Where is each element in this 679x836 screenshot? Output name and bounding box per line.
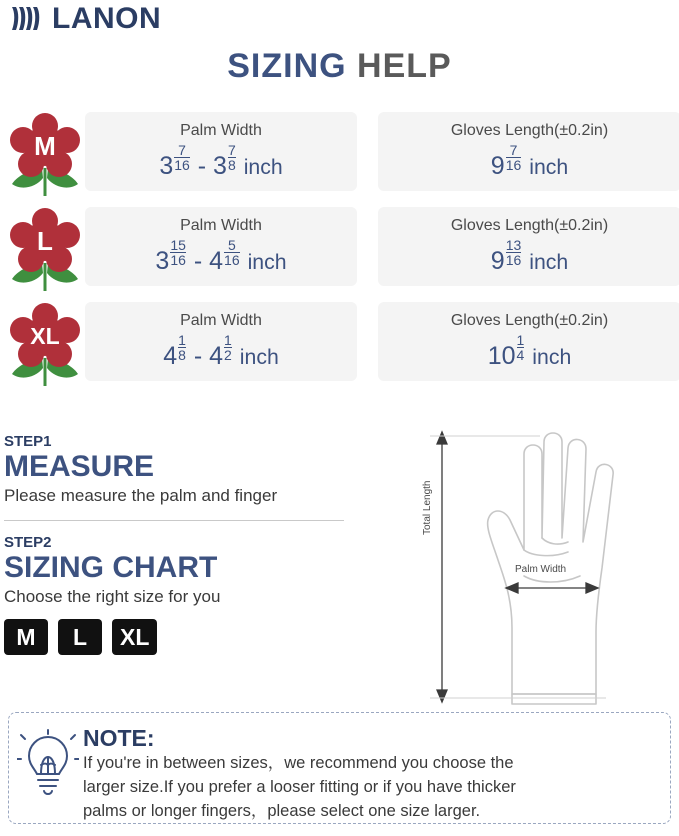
palm-width-value <box>159 143 282 182</box>
length-whole: 10 <box>487 342 516 371</box>
size-badge-label: M <box>34 130 56 161</box>
size-chip-l[interactable]: L <box>58 619 102 655</box>
palm-unit: inch <box>243 155 283 180</box>
note-line-2: larger size.If you prefer a looser fitting or if you have thicker <box>83 778 516 796</box>
palm-range-dash: - <box>193 342 203 371</box>
palm-min-fraction: $\frac{15}{16}$ <box>170 236 186 268</box>
gloves-length-panel <box>378 302 679 381</box>
size-badge-flower <box>8 207 82 292</box>
brand-logo <box>8 4 161 34</box>
length-unit: inch <box>532 345 572 370</box>
palm-min-whole: 3 <box>159 152 174 181</box>
palm-width-label: Palm Width <box>180 216 262 234</box>
size-chip-m[interactable]: M <box>4 619 48 655</box>
gloves-length-panel <box>378 207 679 286</box>
palm-max-fraction: $\frac{5}{16}$ <box>224 236 240 268</box>
gloves-length-label: Gloves Length(±0.2in) <box>450 121 609 139</box>
note-title: NOTE: <box>83 725 155 751</box>
lightbulb-idea-icon <box>17 729 79 801</box>
length-fraction: $\frac{13}{16}$ <box>505 236 522 268</box>
total-length-label: Total Length <box>422 480 433 535</box>
steps-section <box>4 432 404 655</box>
palm-max-whole: 3 <box>213 152 227 181</box>
size-badge-flower <box>8 112 82 197</box>
gloves-length-label: Gloves Length(±0.2in) <box>450 311 609 329</box>
size-chip-group <box>4 619 404 655</box>
note-body <box>79 723 516 823</box>
divider <box>4 520 344 521</box>
step-1 <box>4 432 404 508</box>
palm-unit: inch <box>239 345 279 370</box>
page-title-part1: SIZING <box>227 47 347 85</box>
page-title-part2: HELP <box>357 47 452 85</box>
step-2 <box>4 533 404 609</box>
palm-min-fraction: $\frac{7}{16}$ <box>174 141 190 173</box>
palm-width-arrow <box>506 583 598 593</box>
palm-width-label: Palm Width <box>180 311 262 329</box>
palm-width-value <box>163 333 279 372</box>
palm-min-whole: 4 <box>163 342 178 371</box>
length-whole: 9 <box>490 152 505 181</box>
palm-range-dash: - <box>193 247 203 276</box>
palm-max-whole: 4 <box>209 342 224 371</box>
palm-min-fraction: $\frac{1}{8}$ <box>178 331 186 363</box>
palm-width-label: Palm Width <box>180 121 262 139</box>
palm-width-panel <box>85 112 357 191</box>
table-row <box>8 302 671 387</box>
palm-unit: inch <box>247 250 287 275</box>
palm-width-caption: Palm Width <box>515 564 567 575</box>
lanon-wave-logo-icon <box>8 4 48 34</box>
gloves-length-label: Gloves Length(±0.2in) <box>450 216 609 234</box>
palm-width-panel <box>85 207 357 286</box>
palm-width-panel <box>85 302 357 381</box>
palm-max-fraction: $\frac{7}{8}$ <box>227 141 236 173</box>
palm-range-dash: - <box>197 152 207 181</box>
size-badge-flower <box>8 302 82 387</box>
step-subtext: Choose the right size for you <box>4 587 221 606</box>
page-title <box>0 47 679 86</box>
brand-name: LANON <box>52 2 162 35</box>
palm-min-whole: 3 <box>155 247 170 276</box>
length-unit: inch <box>529 250 569 275</box>
note-line-1: If you're in between sizes，we recommend you choose the <box>83 754 514 772</box>
palm-max-fraction: $\frac{1}{2}$ <box>224 331 232 363</box>
size-chip-xl[interactable]: XL <box>112 619 157 655</box>
table-row <box>8 207 671 292</box>
length-fraction: $\frac{7}{16}$ <box>505 141 522 173</box>
length-whole: 9 <box>490 247 505 276</box>
size-badge-label: XL <box>30 322 60 349</box>
palm-max-whole: 4 <box>209 247 224 276</box>
step-heading: SIZING CHART <box>4 551 218 584</box>
gloves-length-value <box>491 143 568 182</box>
gloves-length-value <box>491 238 568 277</box>
length-unit: inch <box>529 155 569 180</box>
note-line-3: palms or longer fingers，please select one size larger. <box>83 802 481 820</box>
length-fraction: $\frac{1}{4}$ <box>516 331 525 363</box>
gloves-length-panel <box>378 112 679 191</box>
step-number: STEP1 <box>4 433 52 450</box>
table-row <box>8 112 671 197</box>
step-subtext: Please measure the palm and finger <box>4 486 278 505</box>
gloves-length-value <box>488 333 572 372</box>
step-number: STEP2 <box>4 534 52 551</box>
step-heading: MEASURE <box>4 450 155 483</box>
note-box <box>8 712 671 824</box>
size-table <box>8 112 671 397</box>
palm-width-value <box>155 238 286 277</box>
size-badge-label: L <box>37 225 53 256</box>
